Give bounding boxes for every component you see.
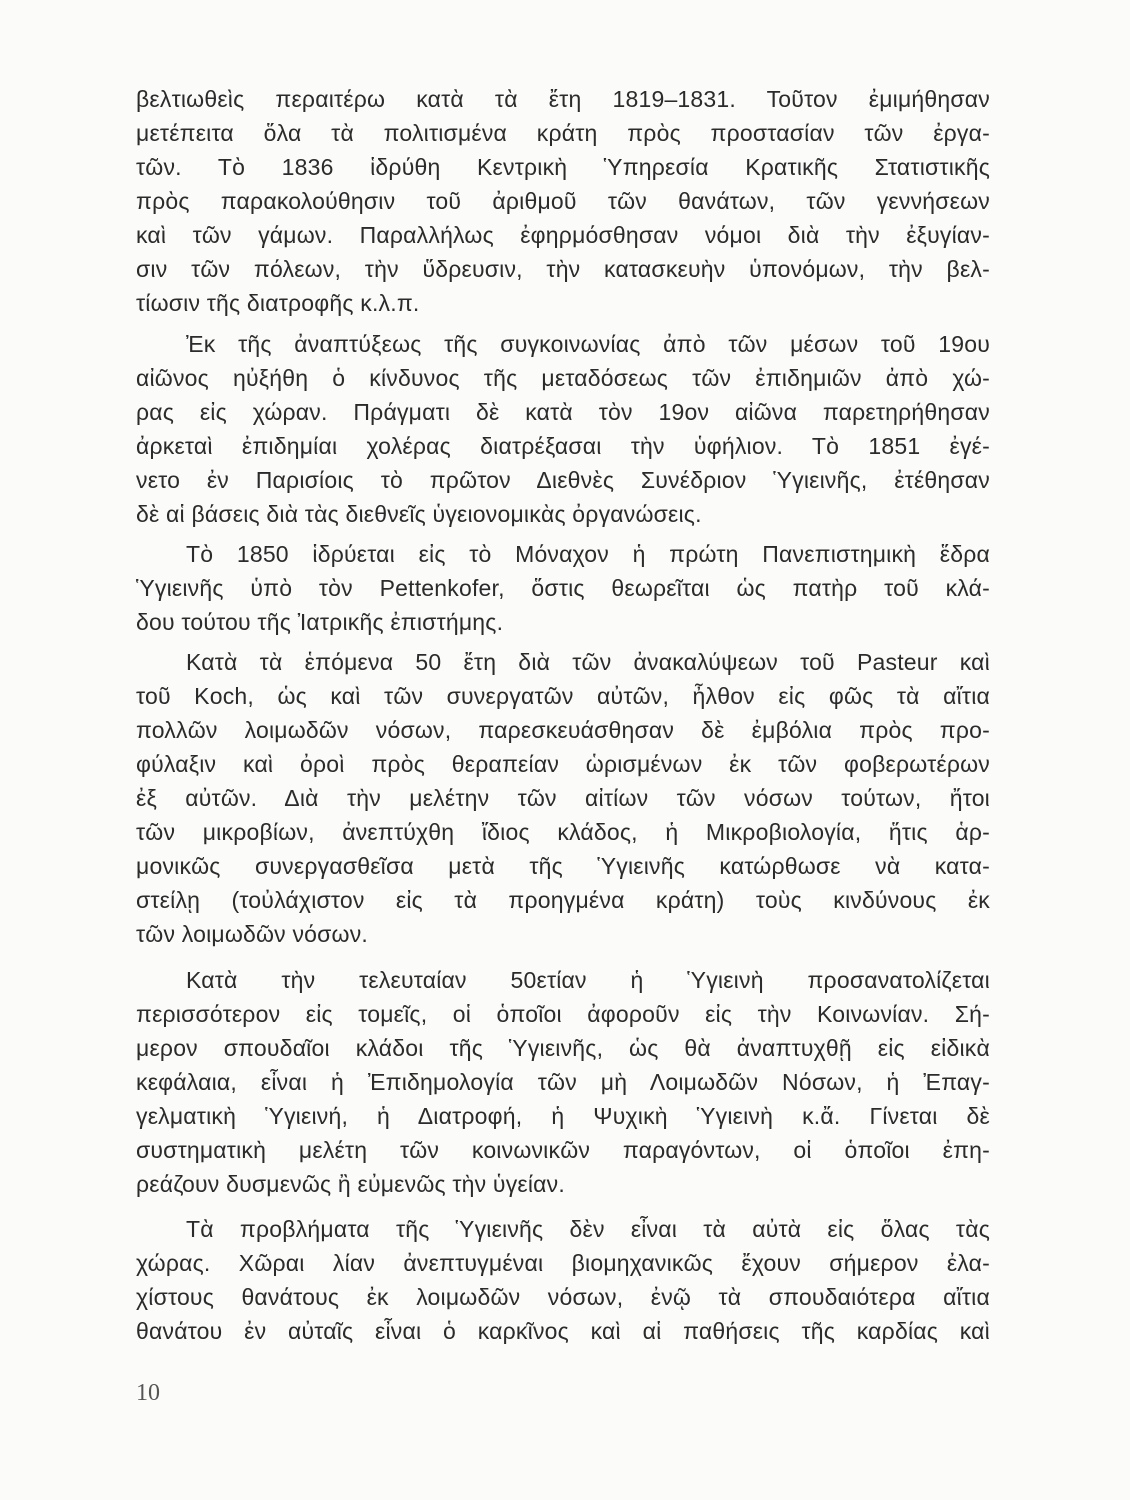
paragraph bbox=[136, 82, 990, 320]
text-line: πρὸς παρακολούθησιν τοῦ ἀριθμοῦ τῶν θανάτων, τῶν γεννήσεων bbox=[136, 188, 990, 214]
text-line: χίστους θανάτους ἐκ λοιμωδῶν νόσων, ἐνῷ τὰ σπουδαιότερα αἴτια bbox=[136, 1284, 990, 1310]
text-line: ἐξ αὐτῶν. Διὰ τὴν μελέτην τῶν αἰτίων τῶν νόσων τούτων, ἤτοι bbox=[136, 785, 990, 811]
text-line: τίωσιν τῆς διατροφῆς κ.λ.π. bbox=[136, 290, 420, 316]
text-line: χώρας. Χῶραι λίαν ἀνεπτυγμέναι βιομηχανικῶς ἔχουν σήμερον ἐλα- bbox=[136, 1250, 990, 1276]
text-line: φύλαξιν καὶ ὀροὶ πρὸς θεραπείαν ὡρισμένων ἐκ τῶν φοβερωτέρων bbox=[136, 751, 990, 777]
text-line: θανάτου ἐν αὐταῖς εἶναι ὁ καρκῖνος καὶ αἱ παθήσεις τῆς καρδίας καὶ bbox=[136, 1318, 990, 1344]
text-line: τῶν. Τὸ 1836 ἱδρύθη Κεντρικὴ Ὑπηρεσία Κρατικῆς Στατιστικῆς bbox=[136, 154, 990, 180]
text-line: στείλῃ (τοὐλάχιστον εἰς τὰ προηγμένα κράτη) τοὺς κινδύνους ἐκ bbox=[136, 887, 990, 913]
text-line: ἀρκεταὶ ἐπιδημίαι χολέρας διατρέξασαι τὴν ὑφήλιον. Τὸ 1851 ἐγέ- bbox=[136, 433, 990, 459]
text-line: πολλῶν λοιμωδῶν νόσων, παρεσκευάσθησαν δὲ ἐμβόλια πρὸς προ- bbox=[136, 717, 990, 743]
text-line: συστηματικὴ μελέτη τῶν κοινωνικῶν παραγόντων, οἱ ὁποῖοι ἐπη- bbox=[136, 1137, 990, 1163]
text-line: τῶν μικροβίων, ἀνεπτύχθη ἴδιος κλάδος, ἡ Μικροβιολογία, ἥτις ἁρ- bbox=[136, 819, 990, 845]
text-line: γελματικὴ Ὑγιεινή, ἡ Διατροφή, ἡ Ψυχικὴ Ὑγιεινὴ κ.ἄ. Γίνεται δὲ bbox=[136, 1103, 990, 1129]
text-line: τοῦ Koch, ὡς καὶ τῶν συνεργατῶν αὐτῶν, ἦλθον εἰς φῶς τὰ αἴτια bbox=[136, 683, 990, 709]
text-line: καὶ τῶν γάμων. Παραλλήλως ἐφηρμόσθησαν νόμοι διὰ τὴν ἐξυγίαν- bbox=[136, 222, 990, 248]
text-line: νετο ἐν Παρισίοις τὸ πρῶτον Διεθνὲς Συνέδριον Ὑγιεινῆς, ἐτέθησαν bbox=[136, 467, 990, 493]
text-line: δου τούτου τῆς Ἰατρικῆς ἐπιστήμης. bbox=[136, 609, 504, 635]
paragraph bbox=[136, 963, 990, 1201]
text-line: ρεάζουν δυσμενῶς ἢ εὐμενῶς τὴν ὑγείαν. bbox=[136, 1171, 565, 1197]
text-line: περισσότερον εἰς τομεῖς, οἱ ὁποῖοι ἀφοροῦν εἰς τὴν Κοινωνίαν. Σή- bbox=[136, 1001, 990, 1027]
text-line: Κατὰ τὰ ἑπόμενα 50 ἔτη διὰ τῶν ἀνακαλύψεων τοῦ Pasteur καὶ bbox=[186, 649, 990, 675]
text-line: Ὑγιεινῆς ὑπὸ τὸν Pettenkofer, ὅστις θεωρεῖται ὡς πατὴρ τοῦ κλά- bbox=[136, 575, 990, 601]
text-line: μερον σπουδαῖοι κλάδοι τῆς Ὑγιεινῆς, ὡς θὰ ἀναπτυχθῇ εἰς εἰδικὰ bbox=[136, 1035, 990, 1061]
text-line: αἰῶνος ηὐξήθη ὁ κίνδυνος τῆς μεταδόσεως τῶν ἐπιδημιῶν ἀπὸ χώ- bbox=[136, 365, 990, 391]
text-line: μονικῶς συνεργασθεῖσα μετὰ τῆς Ὑγιεινῆς κατώρθωσε νὰ κατα- bbox=[136, 853, 990, 879]
text-line: Τὸ 1850 ἱδρύεται εἰς τὸ Μόναχον ἡ πρώτη Πανεπιστημικὴ ἕδρα bbox=[186, 541, 990, 567]
text-line: Κατὰ τὴν τελευταίαν 50ετίαν ἡ Ὑγιεινὴ προσανατολίζεται bbox=[186, 967, 990, 993]
text-line: ρας εἰς χώραν. Πράγματι δὲ κατὰ τὸν 19ον αἰῶνα παρετηρήθησαν bbox=[136, 399, 990, 425]
paragraph bbox=[136, 1212, 990, 1348]
paragraph bbox=[136, 537, 990, 639]
text-line: Τὰ προβλήματα τῆς Ὑγιεινῆς δὲν εἶναι τὰ αὐτὰ εἰς ὅλας τὰς bbox=[186, 1216, 990, 1242]
text-line: Ἐκ τῆς ἀναπτύξεως τῆς συγκοινωνίας ἀπὸ τῶν μέσων τοῦ 19ου bbox=[186, 331, 990, 357]
text-line: μετέπειτα ὅλα τὰ πολιτισμένα κράτη πρὸς προστασίαν τῶν ἐργα- bbox=[136, 120, 990, 146]
text-line: δὲ αἱ βάσεις διὰ τὰς διεθνεῖς ὑγειονομικὰς ὀργανώσεις. bbox=[136, 501, 702, 527]
page-number: 10 bbox=[136, 1380, 160, 1406]
text-line: τῶν λοιμωδῶν νόσων. bbox=[136, 921, 368, 947]
text-line: βελτιωθεὶς περαιτέρω κατὰ τὰ ἔτη 1819–1831. Τοῦτον ἐμιμήθησαν bbox=[136, 86, 990, 112]
paragraph bbox=[136, 645, 990, 951]
text-line: κεφάλαια, εἶναι ἡ Ἐπιδημολογία τῶν μὴ Λοιμωδῶν Νόσων, ἡ Ἐπαγ- bbox=[136, 1069, 990, 1095]
paragraph bbox=[136, 327, 990, 531]
text-line: σιν τῶν πόλεων, τὴν ὕδρευσιν, τὴν κατασκευὴν ὑπονόμων, τὴν βελ- bbox=[136, 256, 990, 282]
